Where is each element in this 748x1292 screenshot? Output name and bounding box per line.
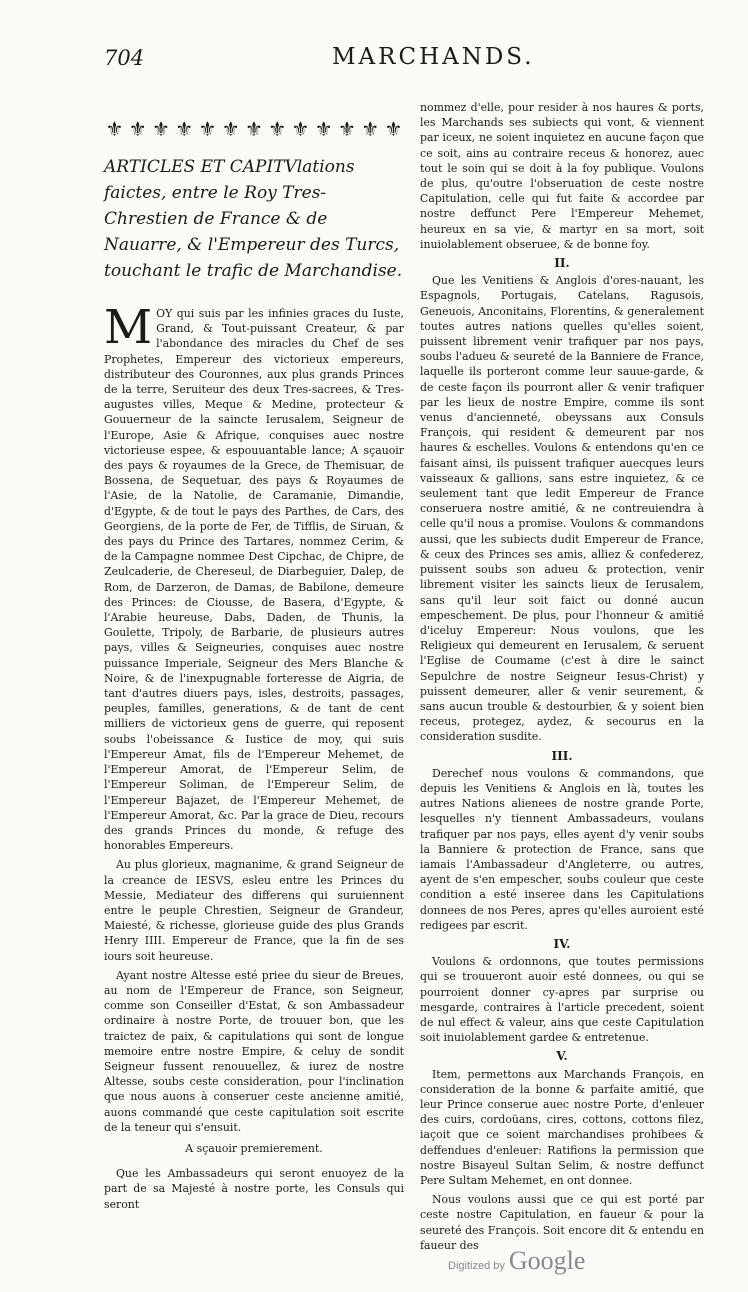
right-column bbox=[420, 100, 704, 1257]
paragraph-article-5: Item, permettons aux Marchands François, en consideration de la bonne & parfaite amitié, que leur Prince conserue auec nostre Porte, d'enleuer des cuirs, cordoüans, cires, cottons, cottons filez, iaçoit que ce soient marchandises prohibees & deffendues d'enleuer: Ratifions la permission que nostre Bisayeul Sultan Selim, & nostre deffunct Pere Sultam Mehemet, en ont donnee. bbox=[420, 1067, 704, 1188]
page-header bbox=[104, 44, 704, 84]
digitized-by-label: Digitized by bbox=[448, 1260, 505, 1272]
drop-cap: M bbox=[104, 300, 153, 355]
article-title: ARTICLES ET CAPITVlations faictes, entre le Roy Tres-Chrestien de France & de Nauarre, & l'Empereur des Turcs, touchant le trafic de Marchandise. bbox=[104, 157, 403, 281]
paragraph-article-1: Que les Ambassadeurs qui seront enuoyez de la part de sa Majesté à nostre porte, les Consuls qui seront bbox=[104, 1167, 404, 1211]
section-number: II. bbox=[554, 256, 570, 271]
left-column bbox=[104, 112, 404, 1216]
google-logo: Google bbox=[508, 1246, 586, 1275]
fleur-de-lis-icon: ⚜ bbox=[361, 117, 380, 141]
fleur-de-lis-icon: ⚜ bbox=[291, 117, 310, 141]
fleur-de-lis-icon: ⚜ bbox=[198, 117, 217, 141]
fleur-de-lis-icon: ⚜ bbox=[152, 117, 170, 141]
fleur-de-lis-icon: ⚜ bbox=[268, 117, 287, 141]
fleur-de-lis-icon: ⚜ bbox=[314, 117, 333, 141]
fleur-de-lis-icon: ⚜ bbox=[221, 117, 240, 141]
paragraph-address: Au plus glorieux, magnanime, & grand Seigneur de la creance de IESVS, esleu entre les Princes du Messie, Mediateur des differens qui suruiennent entre le peuple Chrestien, Seigneur de Grandeur, Maiesté, & richesse, glorieuse guide des plus Grands Henry IIII. Empereur de France, que la fin de ses iours soit heureuse. bbox=[104, 858, 404, 963]
paragraph-article-5-cont: Nous voulons aussi que ce qui est porté par ceste nostre Capitulation, en faueur & pour la seureté des François. Soit encore dit & entendu en faueur des bbox=[420, 1193, 704, 1252]
paragraph-preamble bbox=[104, 300, 404, 853]
paragraph-continuation: nommez d'elle, pour resider à nos haures & ports, les Marchands ses subiects qui vont, & viennent par iceux, ne soient inquietez en aucune façon que ce soit, ains au contraire receus & honorez, auec tout le soin qui se doit à la foy publique. Voulons de plus, qu'outre l'obseruation de ceste nostre Capitulation, celle qui fut faite & accordee par nostre deffunct Pere l'Empereur Mehemet, heureux en sa vie, & martyr en sa mort, soit inuiolablement obseruee, & de bonne foy. bbox=[420, 101, 704, 251]
fleur-de-lis-icon: ⚜ bbox=[338, 117, 356, 141]
section-number: IV. bbox=[553, 936, 571, 951]
fleur-de-lis-icon: ⚜ bbox=[128, 117, 147, 141]
paragraph-article-2: Que les Venitiens & Anglois d'ores-nauant, les Espagnols, Portugais, Catelans, Ragusois, Geneuois, Anconitains, Florentins, & generalement toutes autres nations quelles qu'elles soient, puissent librement venir trafiquer par nos pays, soubs l'adueu & seureté de la Banniere de France, laquelle ils porteront comme leur sauue-garde, & de ceste façon ils pourront aller & venir trafiquer par les lieux de nostre Empire, comme ils sont venus d'ancienneté, obeyssans aux Consuls François, qui resident & demeurent par nos haures & eschelles. Voulons & entendons qu'en ce faisant ainsi, ils puissent trafiquer auecques leurs vaisseaux & gallions, sans estre inquietez, & ce seulement tant que ledit Empereur de France conseruera nostre amitié, & ne contreuiendra à celle qu'il nous a promise. Voulons & commandons aussi, que les subiects dudit Empereur de France, & ceux des Princes ses amis, alliez & confederez, puissent soubs son adueu & protection, venir librement visiter les saincts lieux de Ierusalem, sans qu'il leur soit faict ou donné aucun empeschement. De plus, pour l'honneur & amitié d'iceluy Empereur: Nous voulons, que les Religieux qui demeurent en Ierusalem, & seruent l'Eglise de Coumame (c'est à dire le sainct Sepulchre de nostre Seigneur Iesus-Christ) y puissent demeurer, aller & venir seurement, & sans aucun trouble & destourbier, & y soient bien receus, protegez, aydez, & secourus en la consideration susdite. bbox=[420, 274, 704, 744]
page-number: 704 bbox=[104, 46, 145, 70]
section-number: III. bbox=[551, 748, 573, 763]
fleur-de-lis-icon: ⚜ bbox=[384, 117, 403, 141]
fleur-de-lis-icon: ⚜ bbox=[245, 117, 263, 141]
paragraph-text: OY qui suis par les infinies graces du Iuste, Grand, & Tout-puissant Createur, & par l'abondance des miracles du Chef de ses Prophetes, Empereur des victorieux empereurs, distributeur des Couronnes, aux plus grands Princes de la terre, Seruiteur des deux Tres-sacrees, & Tres-augustes villes, Meque & Medine, protecteur & Gouuerneur de la saincte Ierusalem, Seigneur de l'Europe, Asie & Afrique, conquises auec nostre victorieuse espee, & espouuantable lance; A sçauoir des pays & royaumes de la Grece, de Themisuar, de Bossena, de Sequetuar, des pays & Royaumes de l'Asie, de la Natolie, de Caramanie, Dimandie, d'Egypte, & de tout le pays des Parthes, de Cars, des Georgiens, de la porte de Fer, de Tifflis, de Siruan, & des pays du Prince des Tartares, nommez Cerim, & de la Campagne nommee Dest Cipchac, de Chipre, de Zeulcaderie, de Chereseul, de Diarbeguier, Dalep, de Rom, de Darzeron, de Damas, de Babilone, demeure des Princes: de Ciousse, de Basera, d'Egypte, & l'Arabie heureuse, Dabs, Daden, de Thunis, la Goulette, Tripoly, de Barbarie, de plusieurs autres pays, villes & Seigneuries, conquises auec nostre puissance Imperiale, Seigneur des Mers Blanche & Noire, & de l'inexpugnable forteresse de Aigria, de tant d'autres diuers pays, isles, destroits, passages, peuples, familles, generations, & de tant de cent milliers de victorieux gens de guerre, qui reposent soubs l'obeissance & Iustice de moy, qui suis l'Empereur Amat, fils de l'Empereur Mehemet, de l'Empereur Amorat, de l'Empereur Selim, de l'Empereur Soliman, de l'Empereur Selim, de l'Empereur Bajazet, de l'Empereur Mehemet, de l'Empereur Amorat, &c. Par la grace de Dieu, recours des grands Princes du monde, & refuge des honorables Empereurs. bbox=[104, 307, 404, 853]
paragraph-article-4: Voulons & ordonnons, que toutes permissions qui se trouueront auoir esté donnees, ou qui se pourroient donner cy-apres par surprise ou mesgarde, contraires à l'article precedent, soient de nul effect & valeur, ains que ceste Capitulation soit inuiolablement gardee & entretenue. bbox=[420, 955, 704, 1045]
fleur-de-lis-icon: ⚜ bbox=[105, 117, 124, 141]
paragraph-request: Ayant nostre Altesse esté priee du sieur de Breues, au nom de l'Empereur de France, son Seigneur, comme son Conseiller d'Estat, & son Ambassadeur ordinaire à nostre Porte, de trouuer bon, que les traictez de paix, & capitulations qui sont de longue memoire entre nostre Empire, & celuy de sondit Seigneur fussent renouuellez, & iurez de nostre Altesse, soubs ceste consideration, pour l'inclination que nous auons à conseruer ceste ancienne amitié, auons commandé que ceste capitulation soit escrite de la teneur qui s'ensuit. bbox=[104, 968, 404, 1134]
paragraph-article-3: Derechef nous voulons & commandons, que depuis les Venitiens & Anglois en là, toutes les autres Nations alienees de nostre grande Porte, lesquelles n'y tiennent Ambassadeurs, voulans trafiquer par nos pays, elles ayent d'y venir soubs la Banniere & protection de France, sans que iamais l'Ambassadeur d'Angleterre, ou autres, ayent de s'en empescher, soubs couleur que ceste condition a esté inseree dans les Capitulations donnees de nos Peres, apres qu'elles auroient esté redigees par escrit. bbox=[420, 766, 704, 932]
ornament-band bbox=[104, 112, 404, 146]
fleur-de-lis-icon: ⚜ bbox=[175, 117, 194, 141]
section-number: V. bbox=[556, 1049, 568, 1064]
digitized-watermark bbox=[448, 1246, 585, 1276]
section-heading: A sçauoir premierement. bbox=[185, 1141, 323, 1155]
running-title: MARCHANDS. bbox=[332, 44, 535, 70]
